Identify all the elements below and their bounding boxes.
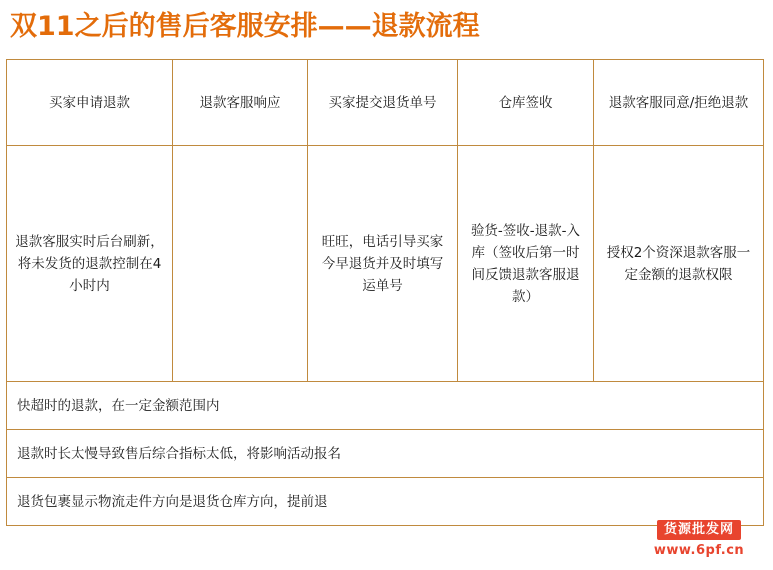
note-text: 退款时长太慢导致售后综合指标太低，将影响活动报名 xyxy=(17,445,341,462)
table-body-row xyxy=(7,146,764,382)
refund-process-table-wrapper xyxy=(6,59,763,526)
table-note-cell xyxy=(7,478,764,526)
table-header-row xyxy=(7,60,764,146)
table-body-cell xyxy=(458,146,594,382)
table-note-cell xyxy=(7,382,764,430)
header-label: 退款客服同意/拒绝退款 xyxy=(608,94,749,111)
table-header-cell xyxy=(594,60,764,146)
note-text: 快超时的退款，在一定金额范围内 xyxy=(17,397,220,414)
table-header-cell xyxy=(458,60,594,146)
note-text: 退货包裹显示物流走件方向是退货仓库方向，提前退 xyxy=(17,493,328,510)
table-note-row xyxy=(7,382,764,430)
table-body-cell xyxy=(173,146,308,382)
table-header-cell xyxy=(173,60,308,146)
refund-process-table xyxy=(6,59,764,526)
table-note-cell xyxy=(7,430,764,478)
header-label: 买家提交退货单号 xyxy=(328,94,437,111)
body-text: 授权2个资深退款客服一定金额的退款权限 xyxy=(606,244,751,283)
table-note-row xyxy=(7,478,764,526)
watermark-url: www.6pf.cn xyxy=(653,543,745,558)
table-header-cell xyxy=(308,60,458,146)
table-header-cell xyxy=(7,60,173,146)
watermark-brand: 货源批发网 xyxy=(657,520,741,540)
table-body-cell xyxy=(308,146,458,382)
page-title: 双11之后的售后客服安排——退款流程 xyxy=(10,11,480,42)
header-label: 退款客服响应 xyxy=(199,94,281,111)
body-text: 退款客服实时后台刷新，将未发货的退款控制在4小时内 xyxy=(15,233,164,294)
table-body-cell xyxy=(7,146,173,382)
table-body-cell xyxy=(594,146,764,382)
header-label: 买家申请退款 xyxy=(49,94,130,111)
body-text: 旺旺，电话引导买家今早退货并及时填写运单号 xyxy=(321,233,444,294)
header-label: 仓库签收 xyxy=(498,94,553,111)
body-text: 验货-签收-退款-入库（签收后第一时间反馈退款客服退款） xyxy=(470,222,581,305)
table-note-row xyxy=(7,430,764,478)
